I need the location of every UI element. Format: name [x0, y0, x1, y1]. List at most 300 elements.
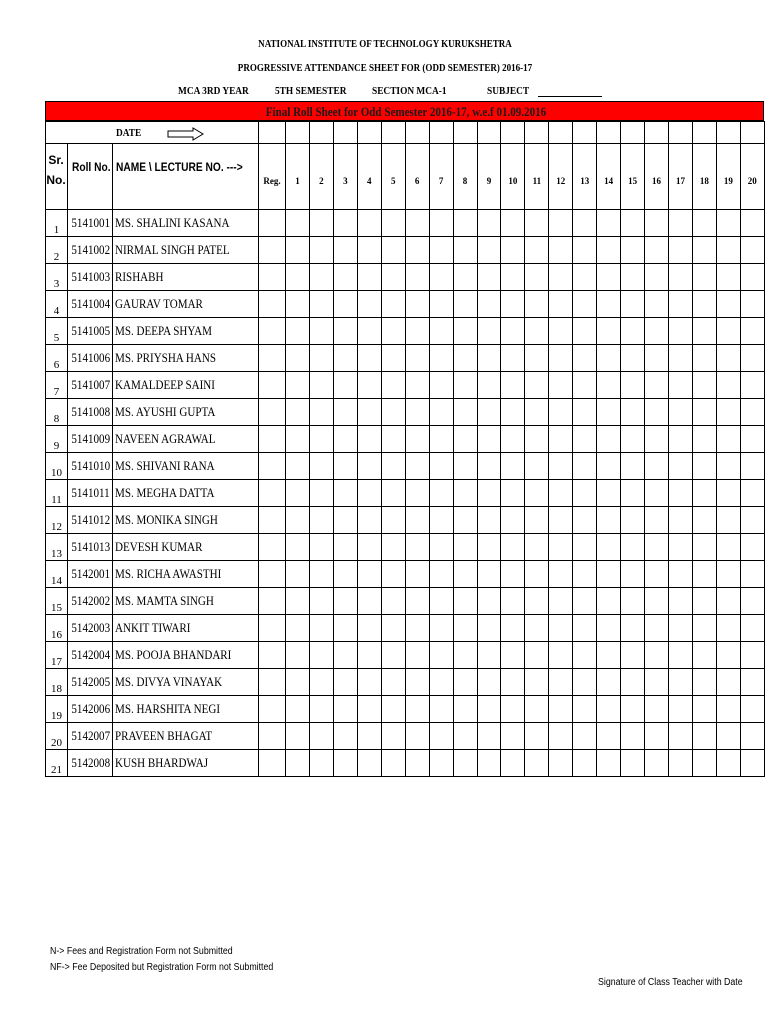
attendance-cell[interactable] — [453, 426, 477, 453]
attendance-cell[interactable] — [573, 264, 597, 291]
attendance-cell[interactable] — [309, 345, 333, 372]
attendance-cell[interactable] — [333, 345, 357, 372]
attendance-cell[interactable] — [645, 480, 669, 507]
attendance-cell[interactable] — [716, 345, 740, 372]
attendance-cell[interactable] — [597, 669, 621, 696]
attendance-cell[interactable] — [477, 399, 501, 426]
attendance-cell[interactable] — [333, 291, 357, 318]
attendance-cell[interactable] — [405, 588, 429, 615]
reg-cell[interactable] — [259, 561, 286, 588]
attendance-cell[interactable] — [621, 426, 645, 453]
attendance-cell[interactable] — [740, 399, 764, 426]
attendance-cell[interactable] — [429, 750, 453, 777]
attendance-cell[interactable] — [381, 453, 405, 480]
attendance-cell[interactable] — [453, 588, 477, 615]
attendance-cell[interactable] — [549, 696, 573, 723]
attendance-cell[interactable] — [692, 210, 716, 237]
attendance-cell[interactable] — [286, 615, 310, 642]
attendance-cell[interactable] — [309, 642, 333, 669]
attendance-cell[interactable] — [333, 426, 357, 453]
attendance-cell[interactable] — [692, 723, 716, 750]
attendance-cell[interactable] — [549, 507, 573, 534]
attendance-cell[interactable] — [597, 723, 621, 750]
attendance-cell[interactable] — [692, 453, 716, 480]
reg-cell[interactable] — [259, 291, 286, 318]
attendance-cell[interactable] — [333, 615, 357, 642]
attendance-cell[interactable] — [405, 399, 429, 426]
attendance-cell[interactable] — [429, 669, 453, 696]
reg-cell[interactable] — [259, 480, 286, 507]
attendance-cell[interactable] — [333, 372, 357, 399]
date-cell[interactable] — [333, 122, 357, 144]
attendance-cell[interactable] — [333, 750, 357, 777]
attendance-cell[interactable] — [381, 642, 405, 669]
attendance-cell[interactable] — [286, 642, 310, 669]
attendance-cell[interactable] — [597, 345, 621, 372]
attendance-cell[interactable] — [309, 318, 333, 345]
attendance-cell[interactable] — [501, 426, 525, 453]
attendance-cell[interactable] — [453, 345, 477, 372]
attendance-cell[interactable] — [381, 399, 405, 426]
attendance-cell[interactable] — [357, 723, 381, 750]
attendance-cell[interactable] — [333, 669, 357, 696]
attendance-cell[interactable] — [453, 723, 477, 750]
attendance-cell[interactable] — [669, 507, 693, 534]
attendance-cell[interactable] — [477, 264, 501, 291]
attendance-cell[interactable] — [405, 507, 429, 534]
attendance-cell[interactable] — [333, 237, 357, 264]
attendance-cell[interactable] — [453, 534, 477, 561]
attendance-cell[interactable] — [429, 588, 453, 615]
attendance-cell[interactable] — [286, 399, 310, 426]
attendance-cell[interactable] — [740, 237, 764, 264]
attendance-cell[interactable] — [477, 453, 501, 480]
attendance-cell[interactable] — [692, 750, 716, 777]
attendance-cell[interactable] — [429, 696, 453, 723]
date-cell[interactable] — [716, 122, 740, 144]
attendance-cell[interactable] — [286, 291, 310, 318]
attendance-cell[interactable] — [429, 534, 453, 561]
attendance-cell[interactable] — [429, 264, 453, 291]
attendance-cell[interactable] — [716, 696, 740, 723]
attendance-cell[interactable] — [357, 588, 381, 615]
attendance-cell[interactable] — [621, 615, 645, 642]
attendance-cell[interactable] — [477, 750, 501, 777]
attendance-cell[interactable] — [716, 561, 740, 588]
attendance-cell[interactable] — [645, 345, 669, 372]
attendance-cell[interactable] — [286, 561, 310, 588]
attendance-cell[interactable] — [573, 345, 597, 372]
date-cell[interactable] — [453, 122, 477, 144]
attendance-cell[interactable] — [501, 588, 525, 615]
attendance-cell[interactable] — [716, 291, 740, 318]
attendance-cell[interactable] — [740, 318, 764, 345]
attendance-cell[interactable] — [453, 372, 477, 399]
attendance-cell[interactable] — [429, 237, 453, 264]
attendance-cell[interactable] — [597, 318, 621, 345]
attendance-cell[interactable] — [405, 561, 429, 588]
attendance-cell[interactable] — [405, 210, 429, 237]
attendance-cell[interactable] — [357, 615, 381, 642]
attendance-cell[interactable] — [621, 264, 645, 291]
attendance-cell[interactable] — [669, 453, 693, 480]
attendance-cell[interactable] — [621, 696, 645, 723]
attendance-cell[interactable] — [621, 237, 645, 264]
attendance-cell[interactable] — [692, 345, 716, 372]
attendance-cell[interactable] — [405, 291, 429, 318]
attendance-cell[interactable] — [477, 210, 501, 237]
attendance-cell[interactable] — [549, 642, 573, 669]
attendance-cell[interactable] — [621, 372, 645, 399]
attendance-cell[interactable] — [477, 588, 501, 615]
attendance-cell[interactable] — [477, 696, 501, 723]
attendance-cell[interactable] — [525, 669, 549, 696]
attendance-cell[interactable] — [405, 615, 429, 642]
attendance-cell[interactable] — [525, 750, 549, 777]
attendance-cell[interactable] — [645, 561, 669, 588]
reg-cell[interactable] — [259, 642, 286, 669]
attendance-cell[interactable] — [381, 561, 405, 588]
date-cell[interactable] — [573, 122, 597, 144]
date-cell[interactable] — [669, 122, 693, 144]
attendance-cell[interactable] — [477, 723, 501, 750]
attendance-cell[interactable] — [501, 750, 525, 777]
attendance-cell[interactable] — [429, 210, 453, 237]
attendance-cell[interactable] — [669, 534, 693, 561]
attendance-cell[interactable] — [621, 291, 645, 318]
attendance-cell[interactable] — [621, 210, 645, 237]
attendance-cell[interactable] — [621, 453, 645, 480]
attendance-cell[interactable] — [597, 453, 621, 480]
attendance-cell[interactable] — [740, 669, 764, 696]
attendance-cell[interactable] — [477, 426, 501, 453]
attendance-cell[interactable] — [669, 399, 693, 426]
attendance-cell[interactable] — [453, 696, 477, 723]
attendance-cell[interactable] — [669, 372, 693, 399]
date-cell[interactable] — [429, 122, 453, 144]
attendance-cell[interactable] — [501, 318, 525, 345]
attendance-cell[interactable] — [333, 480, 357, 507]
attendance-cell[interactable] — [501, 615, 525, 642]
attendance-cell[interactable] — [501, 210, 525, 237]
attendance-cell[interactable] — [453, 750, 477, 777]
attendance-cell[interactable] — [381, 345, 405, 372]
attendance-cell[interactable] — [453, 561, 477, 588]
attendance-cell[interactable] — [333, 453, 357, 480]
attendance-cell[interactable] — [716, 399, 740, 426]
attendance-cell[interactable] — [357, 264, 381, 291]
attendance-cell[interactable] — [621, 642, 645, 669]
reg-cell[interactable] — [259, 345, 286, 372]
attendance-cell[interactable] — [597, 237, 621, 264]
attendance-cell[interactable] — [525, 615, 549, 642]
attendance-cell[interactable] — [309, 291, 333, 318]
attendance-cell[interactable] — [645, 696, 669, 723]
attendance-cell[interactable] — [333, 264, 357, 291]
attendance-cell[interactable] — [453, 399, 477, 426]
attendance-cell[interactable] — [405, 750, 429, 777]
attendance-cell[interactable] — [405, 372, 429, 399]
reg-cell[interactable] — [259, 372, 286, 399]
attendance-cell[interactable] — [477, 507, 501, 534]
attendance-cell[interactable] — [429, 399, 453, 426]
attendance-cell[interactable] — [525, 561, 549, 588]
attendance-cell[interactable] — [357, 480, 381, 507]
attendance-cell[interactable] — [453, 642, 477, 669]
attendance-cell[interactable] — [549, 264, 573, 291]
attendance-cell[interactable] — [525, 696, 549, 723]
attendance-cell[interactable] — [549, 453, 573, 480]
attendance-cell[interactable] — [716, 723, 740, 750]
attendance-cell[interactable] — [405, 723, 429, 750]
attendance-cell[interactable] — [501, 696, 525, 723]
attendance-cell[interactable] — [573, 210, 597, 237]
attendance-cell[interactable] — [453, 507, 477, 534]
attendance-cell[interactable] — [597, 291, 621, 318]
attendance-cell[interactable] — [573, 507, 597, 534]
attendance-cell[interactable] — [645, 318, 669, 345]
attendance-cell[interactable] — [286, 453, 310, 480]
attendance-cell[interactable] — [477, 372, 501, 399]
attendance-cell[interactable] — [357, 426, 381, 453]
attendance-cell[interactable] — [573, 723, 597, 750]
attendance-cell[interactable] — [621, 561, 645, 588]
attendance-cell[interactable] — [621, 345, 645, 372]
attendance-cell[interactable] — [477, 480, 501, 507]
attendance-cell[interactable] — [286, 318, 310, 345]
attendance-cell[interactable] — [453, 264, 477, 291]
attendance-cell[interactable] — [309, 453, 333, 480]
attendance-cell[interactable] — [333, 399, 357, 426]
attendance-cell[interactable] — [477, 615, 501, 642]
attendance-cell[interactable] — [573, 534, 597, 561]
reg-cell[interactable] — [259, 588, 286, 615]
attendance-cell[interactable] — [429, 318, 453, 345]
attendance-cell[interactable] — [692, 237, 716, 264]
attendance-cell[interactable] — [381, 750, 405, 777]
attendance-cell[interactable] — [381, 318, 405, 345]
date-cell[interactable] — [477, 122, 501, 144]
date-cell[interactable] — [621, 122, 645, 144]
attendance-cell[interactable] — [692, 696, 716, 723]
attendance-cell[interactable] — [357, 453, 381, 480]
attendance-cell[interactable] — [501, 480, 525, 507]
attendance-cell[interactable] — [716, 264, 740, 291]
attendance-cell[interactable] — [597, 480, 621, 507]
attendance-cell[interactable] — [405, 480, 429, 507]
attendance-cell[interactable] — [286, 237, 310, 264]
attendance-cell[interactable] — [740, 561, 764, 588]
attendance-cell[interactable] — [573, 588, 597, 615]
attendance-cell[interactable] — [286, 534, 310, 561]
attendance-cell[interactable] — [573, 561, 597, 588]
attendance-cell[interactable] — [645, 588, 669, 615]
attendance-cell[interactable] — [669, 588, 693, 615]
attendance-cell[interactable] — [669, 642, 693, 669]
attendance-cell[interactable] — [740, 453, 764, 480]
attendance-cell[interactable] — [525, 453, 549, 480]
attendance-cell[interactable] — [669, 426, 693, 453]
attendance-cell[interactable] — [333, 696, 357, 723]
reg-cell[interactable] — [259, 453, 286, 480]
attendance-cell[interactable] — [716, 426, 740, 453]
attendance-cell[interactable] — [381, 669, 405, 696]
attendance-cell[interactable] — [309, 507, 333, 534]
attendance-cell[interactable] — [692, 588, 716, 615]
attendance-cell[interactable] — [525, 372, 549, 399]
attendance-cell[interactable] — [740, 210, 764, 237]
attendance-cell[interactable] — [573, 237, 597, 264]
attendance-cell[interactable] — [525, 399, 549, 426]
attendance-cell[interactable] — [477, 318, 501, 345]
attendance-cell[interactable] — [645, 237, 669, 264]
attendance-cell[interactable] — [429, 642, 453, 669]
attendance-cell[interactable] — [549, 291, 573, 318]
attendance-cell[interactable] — [573, 291, 597, 318]
attendance-cell[interactable] — [573, 372, 597, 399]
attendance-cell[interactable] — [716, 669, 740, 696]
attendance-cell[interactable] — [597, 534, 621, 561]
attendance-cell[interactable] — [740, 696, 764, 723]
attendance-cell[interactable] — [381, 264, 405, 291]
attendance-cell[interactable] — [357, 669, 381, 696]
attendance-cell[interactable] — [573, 399, 597, 426]
attendance-cell[interactable] — [405, 534, 429, 561]
attendance-cell[interactable] — [333, 561, 357, 588]
attendance-cell[interactable] — [740, 615, 764, 642]
attendance-cell[interactable] — [357, 507, 381, 534]
date-cell[interactable] — [597, 122, 621, 144]
attendance-cell[interactable] — [501, 399, 525, 426]
attendance-cell[interactable] — [309, 480, 333, 507]
attendance-cell[interactable] — [429, 723, 453, 750]
attendance-cell[interactable] — [692, 264, 716, 291]
attendance-cell[interactable] — [453, 480, 477, 507]
attendance-cell[interactable] — [692, 507, 716, 534]
attendance-cell[interactable] — [549, 210, 573, 237]
reg-cell[interactable] — [259, 237, 286, 264]
attendance-cell[interactable] — [333, 210, 357, 237]
attendance-cell[interactable] — [501, 534, 525, 561]
attendance-cell[interactable] — [429, 345, 453, 372]
attendance-cell[interactable] — [716, 453, 740, 480]
attendance-cell[interactable] — [309, 561, 333, 588]
attendance-cell[interactable] — [357, 372, 381, 399]
attendance-cell[interactable] — [286, 723, 310, 750]
attendance-cell[interactable] — [286, 480, 310, 507]
attendance-cell[interactable] — [573, 750, 597, 777]
date-cell[interactable] — [357, 122, 381, 144]
attendance-cell[interactable] — [549, 345, 573, 372]
attendance-cell[interactable] — [381, 372, 405, 399]
attendance-cell[interactable] — [381, 480, 405, 507]
attendance-cell[interactable] — [740, 480, 764, 507]
reg-cell[interactable] — [259, 723, 286, 750]
attendance-cell[interactable] — [716, 588, 740, 615]
attendance-cell[interactable] — [501, 561, 525, 588]
attendance-cell[interactable] — [573, 669, 597, 696]
attendance-cell[interactable] — [692, 615, 716, 642]
attendance-cell[interactable] — [669, 237, 693, 264]
attendance-cell[interactable] — [501, 345, 525, 372]
attendance-cell[interactable] — [286, 372, 310, 399]
attendance-cell[interactable] — [573, 696, 597, 723]
attendance-cell[interactable] — [740, 642, 764, 669]
attendance-cell[interactable] — [429, 480, 453, 507]
attendance-cell[interactable] — [309, 426, 333, 453]
attendance-cell[interactable] — [525, 345, 549, 372]
attendance-cell[interactable] — [716, 237, 740, 264]
attendance-cell[interactable] — [429, 453, 453, 480]
attendance-cell[interactable] — [333, 723, 357, 750]
attendance-cell[interactable] — [525, 642, 549, 669]
attendance-cell[interactable] — [549, 723, 573, 750]
attendance-cell[interactable] — [692, 426, 716, 453]
attendance-cell[interactable] — [669, 291, 693, 318]
attendance-cell[interactable] — [740, 291, 764, 318]
date-cell[interactable] — [259, 122, 286, 144]
attendance-cell[interactable] — [645, 426, 669, 453]
date-cell[interactable] — [692, 122, 716, 144]
attendance-cell[interactable] — [429, 615, 453, 642]
attendance-cell[interactable] — [501, 723, 525, 750]
attendance-cell[interactable] — [645, 750, 669, 777]
attendance-cell[interactable] — [333, 642, 357, 669]
date-cell[interactable] — [549, 122, 573, 144]
attendance-cell[interactable] — [501, 291, 525, 318]
attendance-cell[interactable] — [740, 750, 764, 777]
attendance-cell[interactable] — [716, 372, 740, 399]
date-cell[interactable] — [501, 122, 525, 144]
attendance-cell[interactable] — [621, 723, 645, 750]
attendance-cell[interactable] — [429, 291, 453, 318]
attendance-cell[interactable] — [573, 426, 597, 453]
attendance-cell[interactable] — [716, 750, 740, 777]
attendance-cell[interactable] — [405, 345, 429, 372]
attendance-cell[interactable] — [549, 426, 573, 453]
attendance-cell[interactable] — [645, 507, 669, 534]
reg-cell[interactable] — [259, 318, 286, 345]
attendance-cell[interactable] — [309, 723, 333, 750]
reg-cell[interactable] — [259, 696, 286, 723]
attendance-cell[interactable] — [286, 507, 310, 534]
attendance-cell[interactable] — [405, 426, 429, 453]
attendance-cell[interactable] — [501, 372, 525, 399]
attendance-cell[interactable] — [525, 237, 549, 264]
attendance-cell[interactable] — [740, 264, 764, 291]
attendance-cell[interactable] — [573, 642, 597, 669]
attendance-cell[interactable] — [692, 642, 716, 669]
attendance-cell[interactable] — [405, 453, 429, 480]
attendance-cell[interactable] — [669, 210, 693, 237]
attendance-cell[interactable] — [645, 264, 669, 291]
attendance-cell[interactable] — [477, 345, 501, 372]
attendance-cell[interactable] — [621, 669, 645, 696]
attendance-cell[interactable] — [525, 210, 549, 237]
attendance-cell[interactable] — [597, 372, 621, 399]
attendance-cell[interactable] — [597, 561, 621, 588]
date-cell[interactable] — [740, 122, 764, 144]
attendance-cell[interactable] — [525, 291, 549, 318]
attendance-cell[interactable] — [286, 426, 310, 453]
date-cell[interactable] — [309, 122, 333, 144]
attendance-cell[interactable] — [357, 237, 381, 264]
attendance-cell[interactable] — [597, 426, 621, 453]
attendance-cell[interactable] — [453, 318, 477, 345]
attendance-cell[interactable] — [477, 561, 501, 588]
attendance-cell[interactable] — [309, 399, 333, 426]
attendance-cell[interactable] — [501, 507, 525, 534]
